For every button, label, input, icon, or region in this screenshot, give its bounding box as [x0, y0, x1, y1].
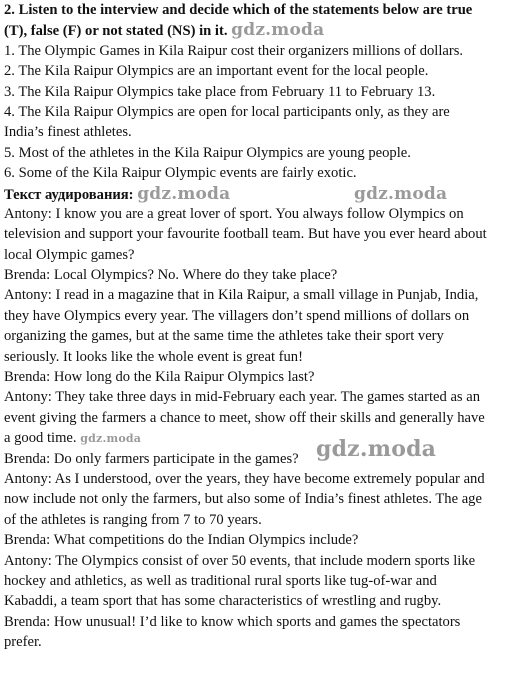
transcript-line: event giving the farmers a chance to meet, show off their skills and generally have: [4, 409, 485, 426]
transcript-line: Antony: I read in a magazine that in Kila Raipur, a small village in Punjab, India,: [4, 287, 479, 304]
watermark-text: gdz.moda: [231, 20, 325, 41]
watermark-text: gdz.moda: [80, 432, 142, 446]
transcript-line: Brenda: How unusual! I’d like to know which sports and games the spectators: [4, 613, 461, 630]
statement-item: 2. The Kila Raipur Olympics are an important event for the local people.: [4, 63, 429, 80]
statement-item: 5. Most of the athletes in the Kila Raipur Olympics are young people.: [4, 144, 411, 161]
transcript-line: they have Olympics every year. The villagers don’t spend millions of dollars on: [4, 307, 470, 324]
transcript-line: Brenda: Local Olympics? No. Where do they take place?: [4, 267, 338, 284]
transcript-line: hockey and athletics, as well as traditional rural sports like tug-of-war and: [4, 572, 437, 589]
transcript-line: seriously. It looks like the whole event is great fun!: [4, 348, 303, 365]
transcript-line: Antony: The Olympics consist of over 50 events, that include modern sports like: [4, 552, 476, 569]
transcript-line: of the athletes is ranging from 7 to 70 years.: [4, 511, 262, 528]
transcript-line: Brenda: How long do the Kila Raipur Olympics last?: [4, 369, 315, 386]
transcript-line-with-watermark: [4, 428, 523, 448]
watermark-text: gdz.moda: [316, 436, 437, 462]
statement-item: 4. The Kila Raipur Olympics are open for local participants only, as they are: [4, 103, 450, 120]
transcript-line: local Olympic games?: [4, 246, 135, 263]
watermark-text: gdz.moda: [354, 184, 448, 204]
watermark-text: gdz.moda: [137, 183, 231, 204]
transcript-line: a good time.: [4, 430, 77, 447]
worksheet-page: [4, 0, 523, 653]
task-heading-line-1: 2. Listen to the interview and decide which of the statements below are true: [4, 2, 473, 18]
statement-item: 3. The Kila Raipur Olympics take place from February 11 to February 13.: [4, 83, 436, 100]
transcript-line: Antony: As I understood, over the years, they have become extremely popular and: [4, 470, 485, 487]
transcript-line: prefer.: [4, 634, 42, 651]
transcript-line: Brenda: Do only farmers participate in the games?: [4, 450, 299, 467]
task-heading-line-2-row: [4, 20, 523, 40]
transcript-title: Текст аудирования:: [4, 186, 134, 203]
statement-item: 1. The Olympic Games in Kila Raipur cost their organizers millions of dollars.: [4, 42, 464, 59]
statement-item: India’s finest athletes.: [4, 124, 132, 141]
task-heading-line-2: (T), false (F) or not stated (NS) in it.: [4, 23, 228, 40]
transcript-line: Antony: I know you are a great lover of sport. You always follow Olympics on: [4, 205, 464, 222]
transcript-line: organizing the games, but at the same time the athletes take their sport very: [4, 328, 444, 345]
transcript-line: Brenda: What competitions do the Indian Olympics include?: [4, 532, 359, 549]
transcript-line: Antony: They take three days in mid-February each year. The games started as an: [4, 389, 481, 406]
statement-item: 6. Some of the Kila Raipur Olympic events are fairly exotic.: [4, 165, 357, 182]
transcript-line: Kabaddi, a team sport that has some characteristics of wrestling and rugby.: [4, 593, 442, 610]
transcript-line: now include not only the farmers, but also some of India’s finest athletes. The age: [4, 491, 482, 508]
transcript-line: television and support your favourite football team. But have you ever heard about: [4, 226, 487, 243]
